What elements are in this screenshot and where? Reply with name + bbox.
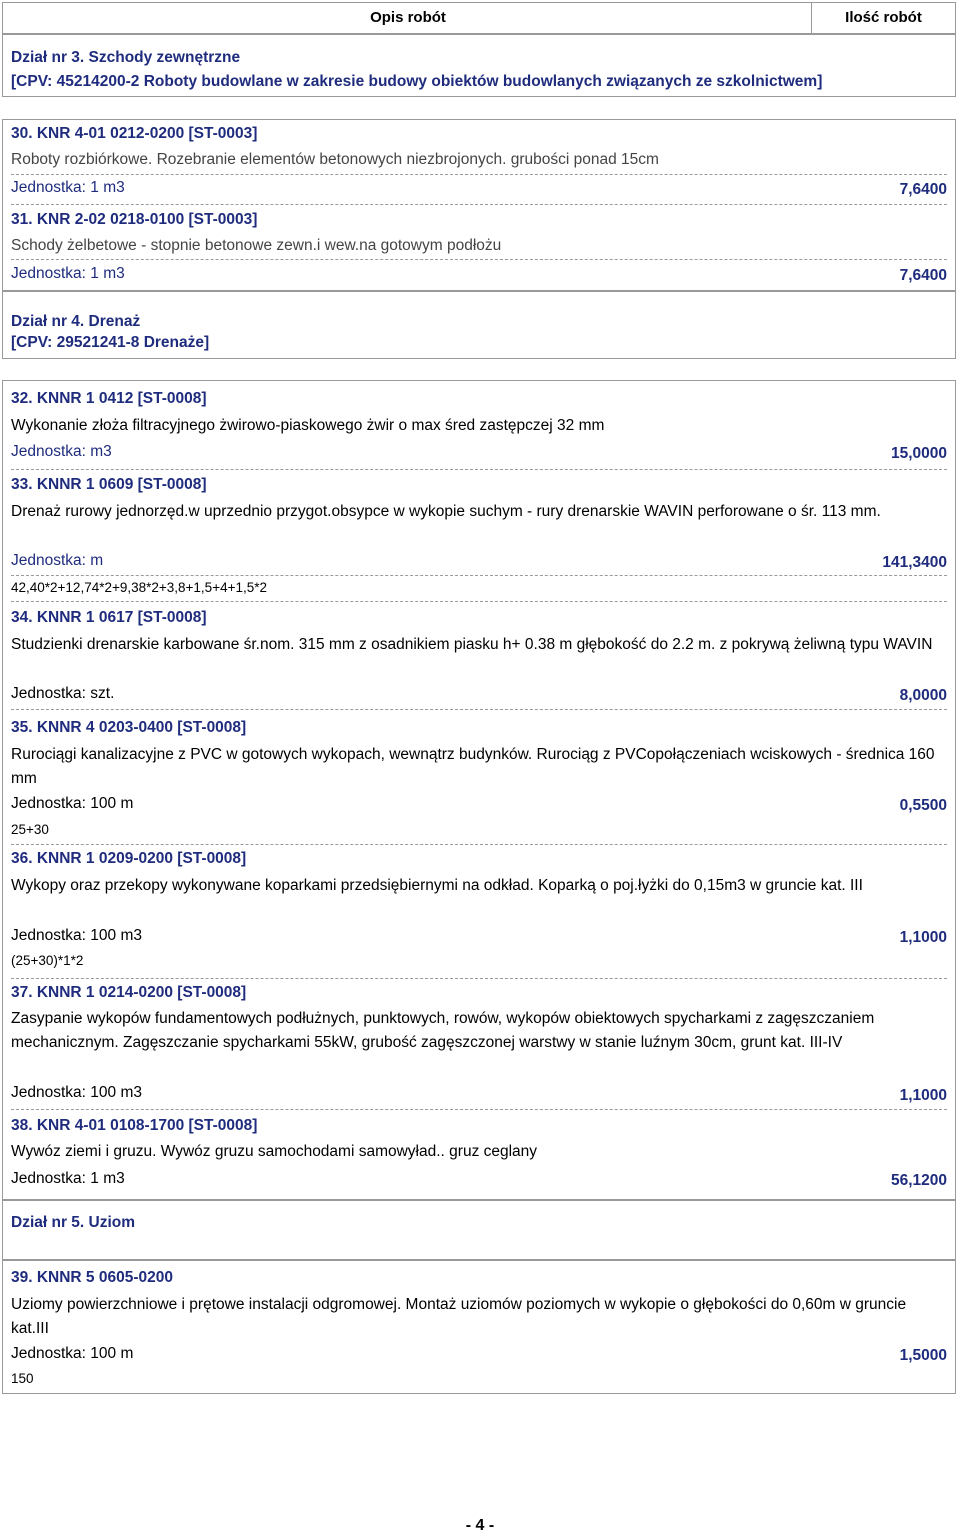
- item-code: 38. KNR 4-01 0108-1700 [ST-0008]: [11, 1117, 258, 1134]
- item-unit: Jednostka: 100 m3: [11, 927, 142, 944]
- item-unit: Jednostka: 1 m3: [11, 265, 125, 282]
- item-code: 32. KNNR 1 0412 [ST-0008]: [11, 390, 207, 407]
- section-header: [2, 291, 956, 359]
- dashed-separator: [11, 174, 947, 175]
- header-quantity: Ilość robót: [811, 3, 955, 33]
- header-description: Opis robót: [370, 9, 446, 26]
- item-quantity: 1,1000: [899, 1087, 947, 1104]
- item-code: 39. KNNR 5 0605-0200: [11, 1269, 173, 1286]
- item-group: [2, 380, 956, 1200]
- dashed-separator: [11, 709, 947, 710]
- section-title: Dział nr 3. Szchody zewnętrzne: [11, 49, 241, 66]
- section-title: Dział nr 5. Uziom: [11, 1214, 136, 1231]
- item-code: 36. KNNR 1 0209-0200 [ST-0008]: [11, 850, 247, 867]
- dashed-separator: [11, 844, 947, 845]
- item-unit: Jednostka: m3: [11, 443, 112, 460]
- item-group: [2, 1260, 956, 1394]
- item-quantity: 56,1200: [890, 1172, 947, 1189]
- item-quantity: 0,5500: [899, 797, 947, 814]
- section-cpv: [CPV: 45214200-2 Roboty budowlane w zakresie budowy obiektów budowlanych związanych ze szkolnictwem]: [11, 73, 823, 90]
- section-header: [2, 1200, 956, 1260]
- item-description: Rurociągi kanalizacyjne z PVC w gotowych wykopach, wewnątrz budynków. Rurociąg z PVCopołączeniach wciskowych - średnica 160 mm: [11, 746, 935, 787]
- table-header: [2, 2, 956, 34]
- dashed-separator: [11, 204, 947, 205]
- item-code: 35. KNNR 4 0203-0400 [ST-0008]: [11, 719, 247, 736]
- dashed-separator: [11, 259, 947, 260]
- item-formula: 150: [11, 1371, 34, 1386]
- item-description: Zasypanie wykopów fundamentowych podłużnych, punktowych, rowów, wykopów obiektowych spycharkami z zagęszczaniem mechanicznym. Zagęszczanie spycharkami 55kW, grubość zagęszczonej warstwy w stanie luźnym 30cm, grunt kat. III-IV: [11, 1010, 875, 1051]
- item-description: Roboty rozbiórkowe. Rozebranie elementów betonowych niezbrojonych. grubości ponad 15cm: [11, 151, 659, 168]
- item-description: Uziomy powierzchniowe i prętowe instalacji odgromowej. Montaż uziomów poziomych w wykopie o głębokości do 0,60m w gruncie kat.III: [11, 1296, 907, 1337]
- item-quantity: 141,3400: [882, 554, 947, 571]
- section-title: Dział nr 4. Drenaż: [11, 313, 141, 330]
- item-quantity: 15,0000: [890, 445, 947, 462]
- item-description: Wykopy oraz przekopy wykonywane koparkami przedsiębiernymi na odkład. Koparką o poj.łyżki do 0,15m3 w gruncie kat. III: [11, 877, 863, 894]
- item-unit: Jednostka: 1 m3: [11, 179, 125, 196]
- item-code: 31. KNR 2-02 0218-0100 [ST-0003]: [11, 211, 258, 228]
- page-number: - 4 -: [465, 1517, 495, 1534]
- item-quantity: 1,1000: [899, 929, 947, 946]
- item-unit: Jednostka: szt.: [11, 685, 115, 702]
- item-code: 34. KNNR 1 0617 [ST-0008]: [11, 609, 207, 626]
- item-quantity: 8,0000: [899, 687, 947, 704]
- item-unit: Jednostka: 100 m: [11, 1345, 134, 1362]
- item-unit: Jednostka: 1 m3: [11, 1170, 125, 1187]
- item-code: 30. KNR 4-01 0212-0200 [ST-0003]: [11, 125, 258, 142]
- item-formula: (25+30)*1*2: [11, 953, 84, 968]
- item-description: Drenaż rurowy jednorzęd.w uprzednio przygot.obsypce w wykopie suchym - rury drenarskie WAVIN perforowane o śr. 113 mm.: [11, 503, 881, 520]
- item-formula: 25+30: [11, 822, 49, 837]
- item-description: Wywóz ziemi i gruzu. Wywóz gruzu samochodami samowyład.. gruz ceglany: [11, 1143, 538, 1160]
- dashed-separator: [11, 1109, 947, 1110]
- item-description: Studzienki drenarskie karbowane śr.nom. 315 mm z osadnikiem piasku h+ 0.38 m głębokość do 2.2 m. z pokrywą żeliwną typu WAVIN: [11, 636, 933, 653]
- dashed-separator: [11, 601, 947, 602]
- item-quantity: 7,6400: [899, 181, 947, 198]
- item-description: Schody żelbetowe - stopnie betonowe zewn.i wew.na gotowym podłożu: [11, 237, 502, 254]
- dashed-separator: [11, 575, 947, 576]
- item-unit: Jednostka: m: [11, 552, 104, 569]
- dashed-separator: [11, 978, 947, 979]
- item-code: 33. KNNR 1 0609 [ST-0008]: [11, 476, 207, 493]
- item-unit: Jednostka: 100 m: [11, 795, 134, 812]
- item-description: Wykonanie złoża filtracyjnego żwirowo-piaskowego żwir o max śred zastępczej 32 mm: [11, 417, 605, 434]
- item-group: [2, 119, 956, 291]
- item-code: 37. KNNR 1 0214-0200 [ST-0008]: [11, 984, 247, 1001]
- item-unit: Jednostka: 100 m3: [11, 1084, 142, 1101]
- dashed-separator: [11, 469, 947, 470]
- item-quantity: 1,5000: [899, 1347, 947, 1364]
- section-cpv: [CPV: 29521241-8 Drenaże]: [11, 334, 210, 351]
- item-formula: 42,40*2+12,74*2+9,38*2+3,8+1,5+4+1,5*2: [11, 580, 267, 595]
- item-quantity: 7,6400: [899, 267, 947, 284]
- section-header: [2, 34, 956, 97]
